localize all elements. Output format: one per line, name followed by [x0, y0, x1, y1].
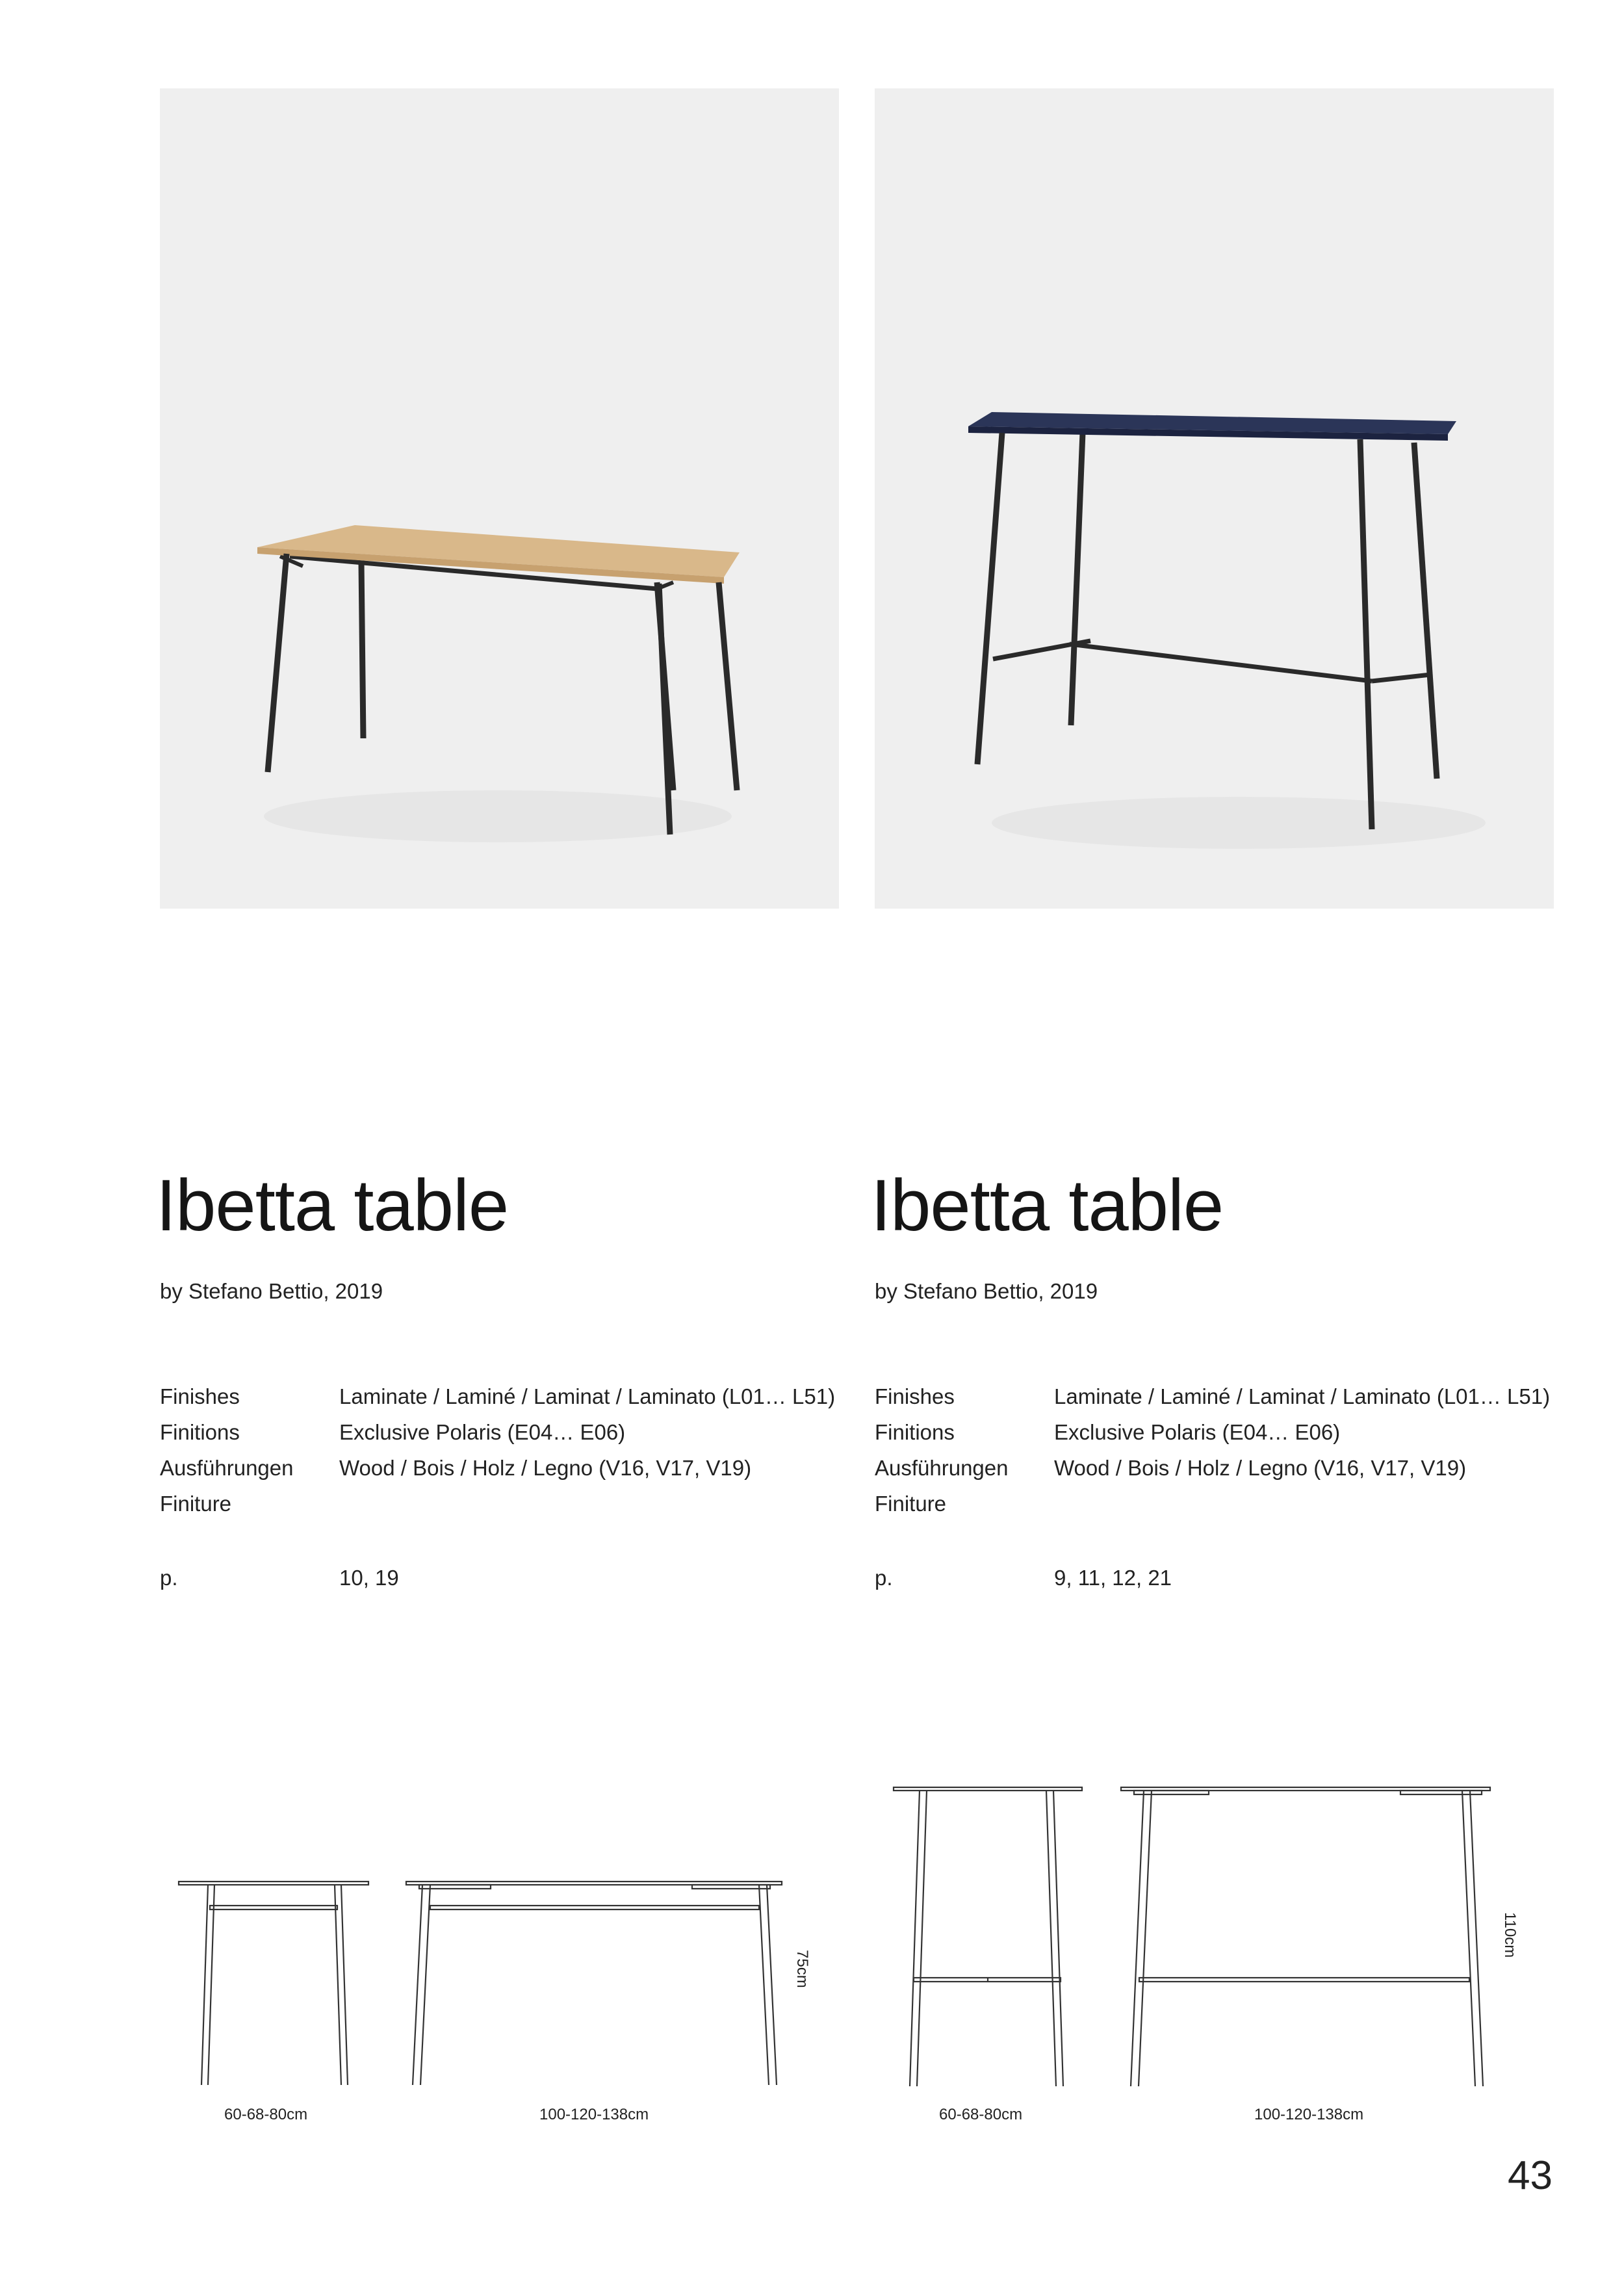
product-title: Ibetta table	[156, 1165, 509, 1246]
spec-row	[875, 1456, 1554, 1492]
spec-label: Ausführungen	[160, 1456, 294, 1480]
depth-dimension: 60-68-80cm	[224, 2106, 308, 2123]
product-title: Ibetta table	[871, 1165, 1224, 1246]
front-view-drawing-low	[403, 1878, 786, 2096]
front-view-drawing-high	[1118, 1784, 1495, 2096]
spec-row	[875, 1384, 1554, 1420]
spec-label: Finitions	[875, 1420, 955, 1444]
page-reference-label: p.	[875, 1566, 893, 1590]
width-dimension: 100-120-138cm	[539, 2106, 649, 2123]
spec-value: Exclusive Polaris (E04… E06)	[339, 1420, 626, 1444]
height-dimension: 110cm	[1501, 1912, 1519, 1958]
spec-value: Laminate / Laminé / Laminat / Laminato (L01… L51)	[339, 1384, 836, 1408]
width-dimension: 100-120-138cm	[1254, 2106, 1364, 2123]
spec-value: Wood / Bois / Holz / Legno (V16, V17, V19)	[1054, 1456, 1467, 1480]
page-reference-value: 10, 19	[339, 1566, 399, 1590]
page-number: 43	[1508, 2153, 1553, 2198]
depth-dimension: 60-68-80cm	[939, 2106, 1023, 2123]
page-reference	[160, 1566, 839, 1598]
spec-value: Wood / Bois / Holz / Legno (V16, V17, V19)	[339, 1456, 752, 1480]
spec-row	[160, 1420, 839, 1456]
spec-label: Finiture	[160, 1492, 232, 1516]
page-reference-label: p.	[160, 1566, 178, 1590]
spec-row	[160, 1384, 839, 1420]
product-designer: by Stefano Bettio, 2019	[160, 1279, 383, 1303]
spec-row	[875, 1420, 1554, 1456]
spec-label: Finiture	[875, 1492, 947, 1516]
finishes-spec	[875, 1384, 1554, 1527]
spec-label: Finishes	[160, 1384, 240, 1408]
product-designer: by Stefano Bettio, 2019	[875, 1279, 1098, 1303]
product-photo-low-table	[160, 88, 839, 909]
finishes-spec	[160, 1384, 839, 1527]
height-dimension: 75cm	[793, 1950, 811, 1988]
spec-label: Finishes	[875, 1384, 955, 1408]
high-table-illustration	[875, 88, 1554, 909]
low-table-illustration	[160, 88, 839, 909]
side-view-drawing-high	[890, 1784, 1085, 2096]
spec-row	[160, 1492, 839, 1527]
product-photo-high-table	[875, 88, 1554, 909]
spec-row	[160, 1456, 839, 1492]
side-view-drawing-low	[175, 1878, 370, 2096]
page-reference	[875, 1566, 1554, 1598]
spec-row	[875, 1492, 1554, 1527]
page-reference-value: 9, 11, 12, 21	[1054, 1566, 1172, 1590]
spec-label: Ausführungen	[875, 1456, 1009, 1480]
spec-label: Finitions	[160, 1420, 240, 1444]
spec-value: Laminate / Laminé / Laminat / Laminato (L01… L51)	[1054, 1384, 1551, 1408]
spec-value: Exclusive Polaris (E04… E06)	[1054, 1420, 1341, 1444]
